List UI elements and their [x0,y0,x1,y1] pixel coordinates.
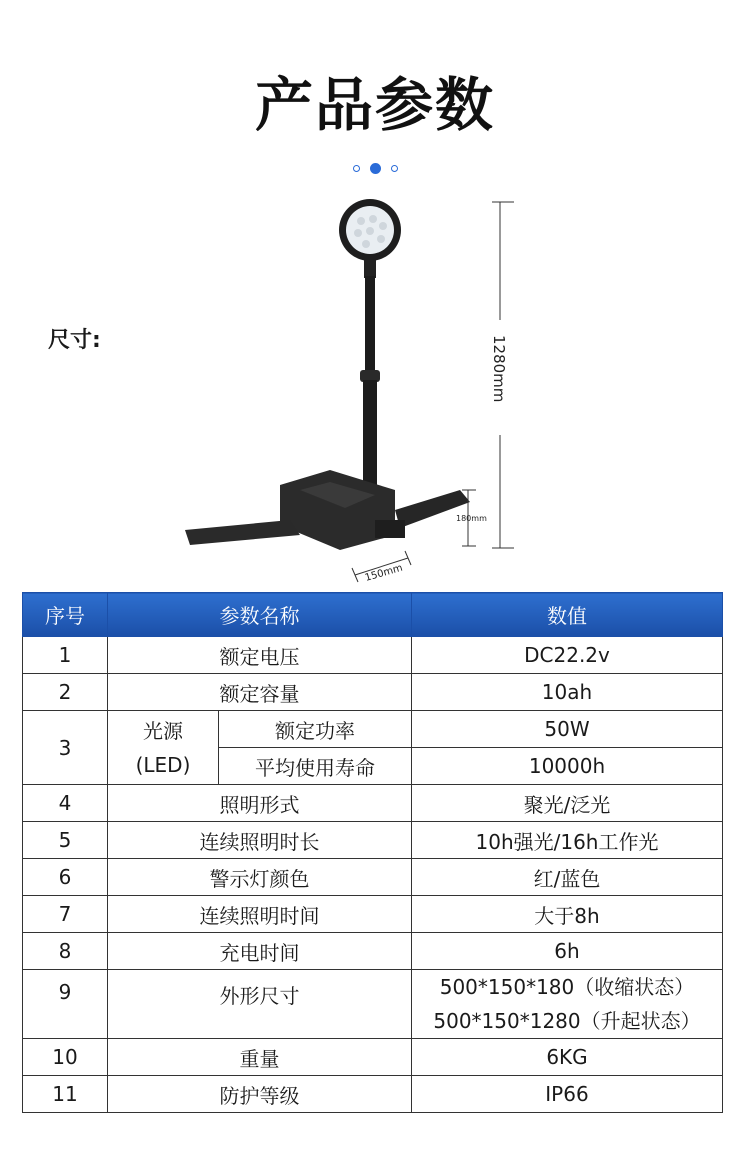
header-no: 序号 [23,593,108,637]
row-value [412,970,723,1039]
row-no: 10 [23,1039,108,1076]
table-row [23,637,723,674]
header-param: 参数名称 [108,593,412,637]
row-name: 警示灯颜色 [108,859,412,896]
table-row [23,970,723,1039]
carousel-dot-active[interactable] [370,163,381,174]
base-height-label: 180mm [456,514,487,523]
row-value: 6h [412,933,723,970]
row-value: 10h强光/16h工作光 [412,822,723,859]
row-no: 1 [23,637,108,674]
row-name: 外形尺寸 [108,970,412,1039]
table-row [23,674,723,711]
table-row [23,1076,723,1113]
row-no: 9 [23,970,108,1039]
row-value: 50W [412,711,723,748]
row-value: 10000h [412,748,723,785]
carousel-indicator [0,158,750,177]
group-sublabel: (LED) [135,752,191,777]
pole [365,276,375,376]
table-header-row [23,593,723,637]
row-name: 额定功率 [219,711,412,748]
product-image [180,190,540,590]
row-no: 7 [23,896,108,933]
row-value: 聚光/泛光 [412,785,723,822]
row-name: 连续照明时长 [108,822,412,859]
row-value: 6KG [412,1039,723,1076]
table-row [23,822,723,859]
page-title: 产品参数 [254,71,495,139]
table-row [23,933,723,970]
group-label: 光源 [143,718,183,743]
carousel-dot[interactable] [353,165,360,172]
table-row [23,896,723,933]
row-name: 重量 [108,1039,412,1076]
width-dimension-label: 150mm [363,562,404,584]
value-line: 500*150*1280（升起状态） [433,1009,701,1033]
row-group-light-source [108,711,219,785]
row-no: 2 [23,674,108,711]
value-line: 500*150*180（收缩状态） [439,975,695,999]
table-row [23,785,723,822]
row-name: 防护等级 [108,1076,412,1113]
row-no: 8 [23,933,108,970]
row-no: 6 [23,859,108,896]
row-no: 11 [23,1076,108,1113]
table-row [23,1039,723,1076]
row-no: 3 [23,711,108,785]
lamp-head [339,199,401,278]
row-no: 4 [23,785,108,822]
row-name: 连续照明时间 [108,896,412,933]
row-value: DC22.2v [412,637,723,674]
row-name: 额定容量 [108,674,412,711]
header-value: 数值 [412,593,723,637]
table-row [23,859,723,896]
row-name: 平均使用寿命 [219,748,412,785]
row-name: 照明形式 [108,785,412,822]
row-value: IP66 [412,1076,723,1113]
row-value: 大于8h [412,896,723,933]
spec-table [22,592,723,1113]
row-no: 5 [23,822,108,859]
row-name: 充电时间 [108,933,412,970]
row-value: 10ah [412,674,723,711]
base [185,470,470,550]
row-value: 红/蓝色 [412,859,723,896]
height-dimension-label: 1280mm [490,335,508,403]
row-name: 额定电压 [108,637,412,674]
size-label: 尺寸: [48,328,101,353]
carousel-dot[interactable] [391,165,398,172]
table-row [23,711,723,748]
